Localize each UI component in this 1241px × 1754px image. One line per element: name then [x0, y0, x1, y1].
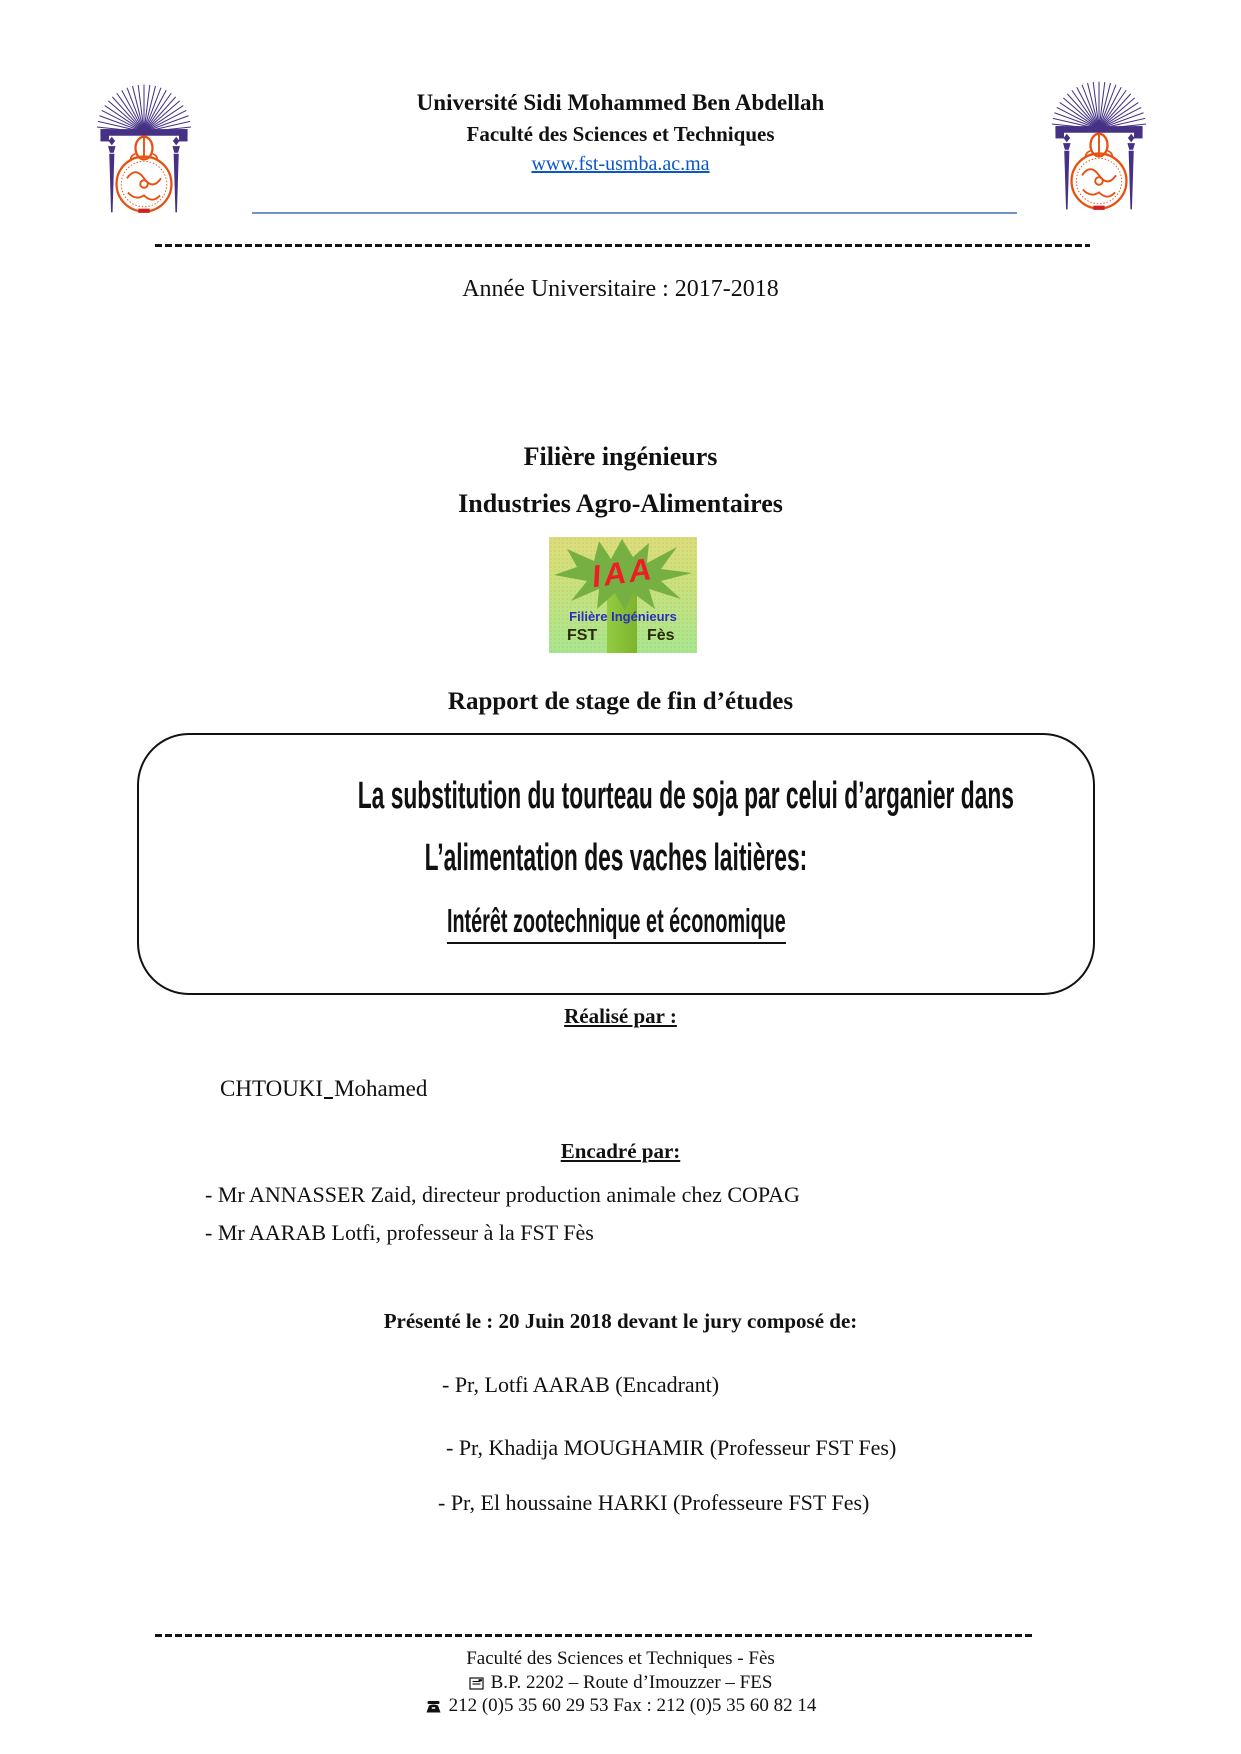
academic-year: Année Universitaire : 2017-2018 — [462, 276, 779, 302]
footer-faculty-line: Faculté des Sciences et Techniques - Fès — [466, 1648, 775, 1669]
title-line-2: L’alimentation des vaches laitières: — [424, 837, 808, 879]
report-type-title: Rapport de stage de fin d’études — [447, 688, 794, 715]
phone-icon — [425, 1699, 442, 1714]
jury-member: - Pr, El houssaine HARKI (Professeure FST Fes) — [438, 1490, 870, 1515]
website-link[interactable]: www.fst-usmba.ac.ma — [531, 153, 710, 175]
title-line-1: La substitution du tourteau de soja par celui d’arganier dans — [357, 775, 1014, 817]
realise-par-heading: Réalisé par : — [564, 1004, 677, 1028]
faculty-name: Faculté des Sciences et Techniques — [466, 122, 775, 146]
supervisor-item: - Mr ANNASSER Zaid, directeur production animale chez COPAG — [205, 1182, 800, 1207]
iaa-fst-label: FST — [567, 627, 598, 644]
iaa-acronym: IAA — [589, 550, 657, 595]
footer-phone-line: 212 (0)5 35 60 29 53 Fax : 212 (0)5 35 60 82 14 — [0, 1695, 1241, 1717]
jury-member: - Pr, Khadija MOUGHAMIR (Professeur FST Fes) — [446, 1435, 897, 1460]
title-box — [137, 733, 1095, 995]
title-line-3: Intérêt zootechnique et économique — [139, 902, 1093, 944]
footer-address-line: B.P. 2202 – Route d’Imouzzer – FES — [0, 1672, 1241, 1694]
header-rule — [252, 212, 1017, 214]
supervisor-item: - Mr AARAB Lotfi, professeur à la FST Fès — [205, 1220, 594, 1245]
jury-heading: Présenté le : 20 Juin 2018 devant le jury composé de: — [383, 1309, 858, 1333]
encadre-par-heading: Encadré par: — [560, 1139, 681, 1163]
website-line — [0, 153, 1241, 176]
top-dashed-divider — [155, 244, 1090, 247]
name-underscore — [324, 1074, 333, 1099]
iaa-fes-label: Fès — [647, 627, 675, 644]
program-line-1: Filière ingénieurs — [523, 442, 718, 471]
author-name: CHTOUKI Mohamed — [220, 1076, 428, 1101]
program-line-2: Industries Agro-Alimentaires — [458, 489, 783, 518]
bottom-dashed-divider — [155, 1634, 1035, 1637]
address-icon — [469, 1676, 484, 1691]
iaa-logo — [549, 537, 697, 653]
iaa-caption: Filière Ingénieurs — [569, 609, 677, 624]
jury-member: - Pr, Lotfi AARAB (Encadrant) — [442, 1372, 720, 1397]
university-name: Université Sidi Mohammed Ben Abdellah — [416, 90, 825, 115]
